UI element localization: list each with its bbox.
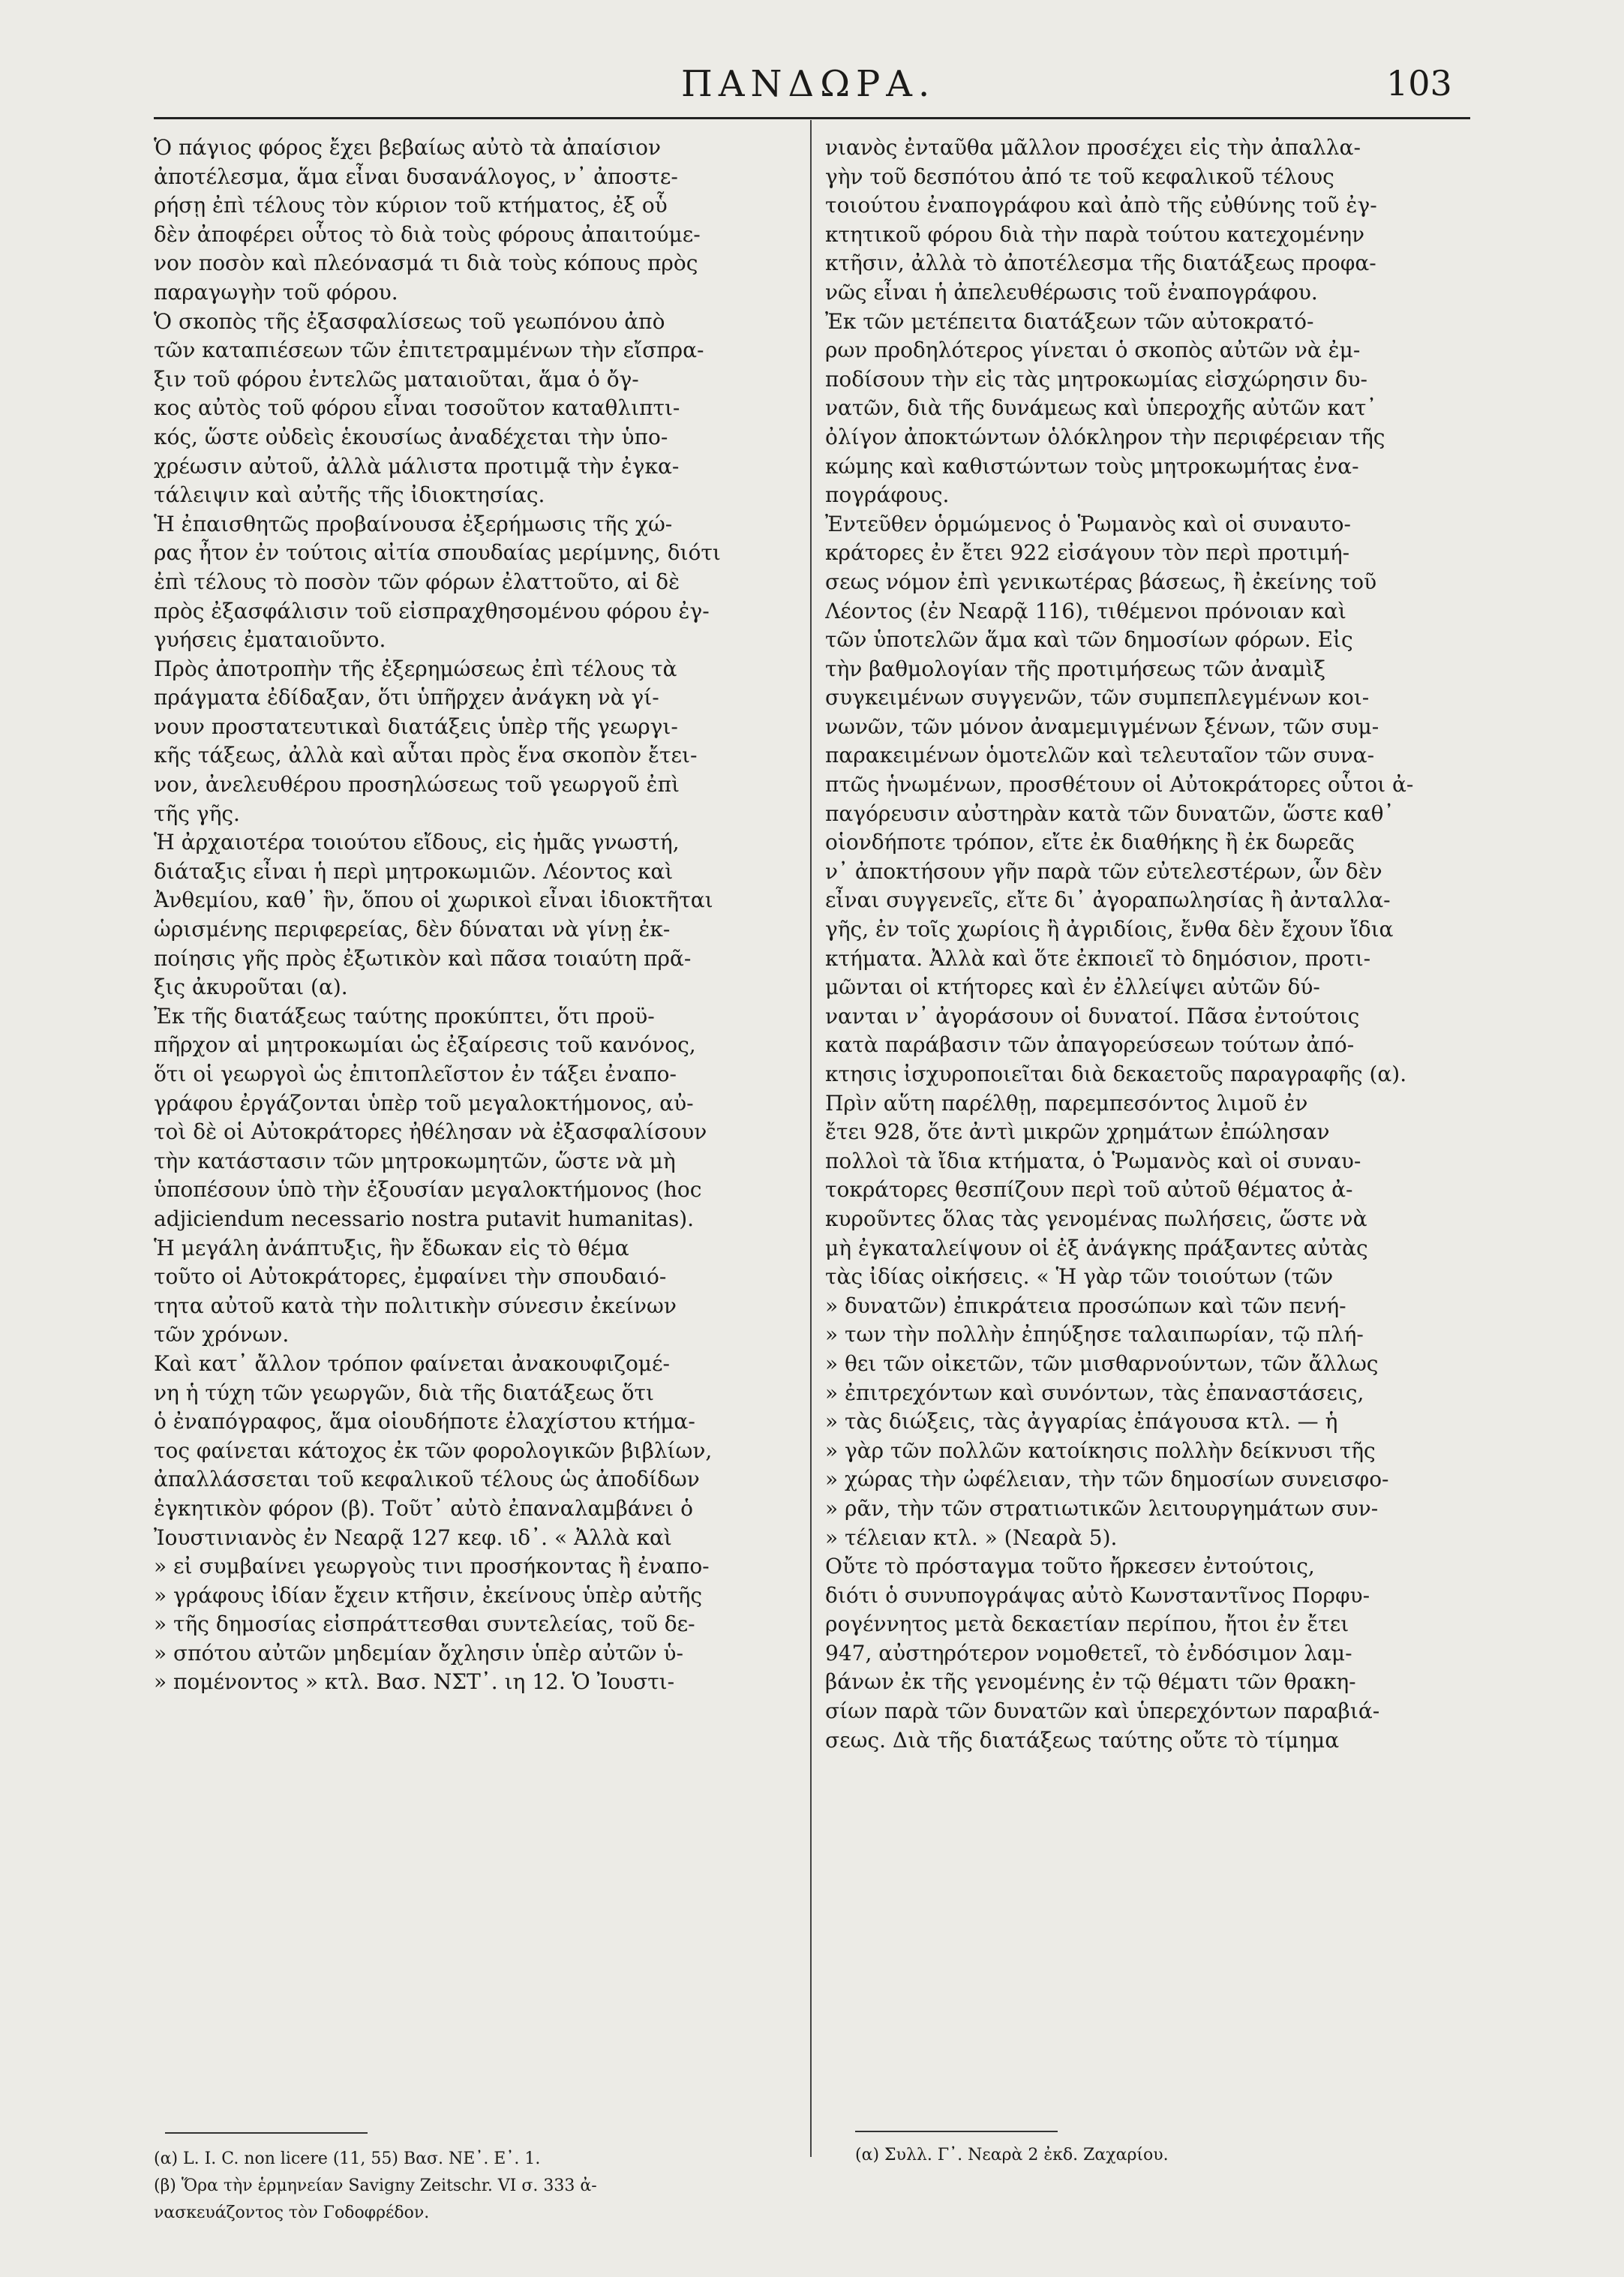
- text-line: τῶν χρόνων.: [154, 1322, 290, 1347]
- footnote-line: νασκευάζοντος τὸν Γοδοφρέδον.: [154, 2203, 430, 2222]
- text-line: κτῆσιν, ἀλλὰ τὸ ἀποτέλεσμα τῆς διατάξεως προφα-: [825, 251, 1376, 276]
- text-line: Καὶ κατ᾽ ἄλλον τρόπον φαίνεται ἀνακουφιζομέ-: [154, 1350, 670, 1376]
- text-line: νωνῶν, τῶν μόνον ἀναμεμιγμένων ξένων, τῶν συμ-: [825, 713, 1379, 739]
- text-line: ἐγκητικὸν φόρον (β). Τοῦτ᾽ αὐτὸ ἐπαναλαμβάνει ὁ: [154, 1495, 693, 1521]
- text-line: Ἐκ τῆς διατάξεως ταύτης προκύπτει, ὅτι προϋ-: [154, 1003, 655, 1029]
- text-line: πτῶς ἡνωμένων, προσθέτουν οἱ Αὐτοκράτορες οὗτοι ἀ-: [825, 772, 1414, 798]
- text-line: ἔτει 928, ὅτε ἀντὶ μικρῶν χρημάτων ἐπώλησαν: [825, 1119, 1330, 1145]
- text-line: τὴν κατάστασιν τῶν μητροκωμητῶν, ὥστε νὰ μὴ: [154, 1148, 676, 1173]
- text-line: τητα αὐτοῦ κατὰ τὴν πολιτικὴν σύνεσιν ἐκείνων: [154, 1293, 677, 1318]
- text-line: πρὸς ἐξασφάλισιν τοῦ εἰσπραχθησομένου φόρου ἐγ-: [154, 598, 710, 623]
- text-line: τῆς γῆς.: [154, 801, 240, 826]
- text-line: κτήματα. Ἀλλὰ καὶ ὅτε ἐκποιεῖ τὸ δημόσιον, προτι-: [825, 945, 1371, 971]
- text-line: παραγωγὴν τοῦ φόρου.: [154, 279, 398, 305]
- text-line: μὴ ἐγκαταλείψουν οἱ ἐξ ἀνάγκης πράξαντες αὐτὰς: [825, 1235, 1368, 1260]
- running-head: [0, 63, 1624, 116]
- text-line: κώμης καὶ καθιστώντων τοὺς μητροκωμήτας ἐνα-: [825, 453, 1359, 479]
- text-line: δὲν ἀποφέρει οὗτος τὸ διὰ τοὺς φόρους ἀπαιτούμε-: [154, 221, 701, 247]
- text-line: τοὶ δὲ οἱ Αὐτοκράτορες ἠθέλησαν νὰ ἐξασφαλίσουν: [154, 1119, 707, 1145]
- text-line: ἀποτέλεσμα, ἅμα εἶναι δυσανάλογος, ν᾽ ἀποστε-: [154, 164, 678, 189]
- text-line: γὴν τοῦ δεσπότου ἀπό τε τοῦ κεφαλικοῦ τέλους: [825, 164, 1334, 189]
- text-line: ν᾽ ἀποκτήσουν γῆν παρὰ τῶν εὐτελεστέρων, ὧν δὲν: [825, 858, 1382, 884]
- text-line: » γὰρ τῶν πολλῶν κατοίκησις πολλὴν δείκνυσι τῆς: [825, 1437, 1376, 1463]
- text-line: ξις ἀκυροῦται (α).: [154, 975, 348, 1000]
- text-line: » γράφους ἰδίαν ἔχειν κτῆσιν, ἐκείνους ὑπὲρ αὐτῆς: [154, 1582, 703, 1608]
- text-line: » τῆς δημοσίας εἰσπράττεσθαι συντελείας, τοῦ δε-: [154, 1612, 695, 1637]
- footnote-rule-left: [165, 2132, 368, 2134]
- text-line: γῆς, ἐν τοῖς χωρίοις ἢ ἀγριδίοις, ἔνθα δὲν ἔχουν ἴδια: [825, 917, 1394, 942]
- text-line: ὑποπέσουν ὑπὸ τὴν ἐξουσίαν μεγαλοκτήμονος (hoc: [154, 1177, 702, 1203]
- text-line: ρας ἦτον ἐν τούτοις αἰτία σπουδαίας μερίμνης, διότι: [154, 540, 721, 566]
- text-line: συγκειμένων συγγενῶν, τῶν συμπεπλεγμένων κοι-: [825, 685, 1370, 710]
- text-line: τὰς ἰδίας οἰκήσεις. « Ἡ γὰρ τῶν τοιούτων (τῶν: [825, 1264, 1334, 1290]
- text-line: βάνων ἐκ τῆς γενομένης ἐν τῷ θέματι τῶν θρακη-: [825, 1669, 1356, 1695]
- text-line: Πρὸς ἀποτροπὴν τῆς ἐξερημώσεως ἐπὶ τέλους τὰ: [154, 656, 677, 681]
- text-line: κῆς τάξεως, ἀλλὰ καὶ αὗται πρὸς ἕνα σκοπὸν ἔτει-: [154, 743, 698, 768]
- text-line: πολλοὶ τὰ ἴδια κτήματα, ὁ Ῥωμανὸς καὶ οἱ συναυ-: [825, 1148, 1361, 1173]
- column-divider: [810, 120, 812, 2157]
- text-line: τοκράτορες θεσπίζουν περὶ τοῦ αὐτοῦ θέματος ἀ-: [825, 1177, 1353, 1203]
- text-line: » θει τῶν οἰκετῶν, τῶν μισθαρνούντων, τῶν ἄλλως: [825, 1350, 1379, 1376]
- text-line: νουν προστατευτικαὶ διατάξεις ὑπὲρ τῆς γεωργι-: [154, 713, 678, 739]
- text-line: » σπότου αὐτῶν μηδεμίαν ὄχλησιν ὑπὲρ αὐτῶν ὑ-: [154, 1640, 684, 1666]
- text-line: νῶς εἶναι ἡ ἀπελευθέρωσις τοῦ ἐναπογράφου.: [825, 279, 1318, 305]
- text-line: Ὁ πάγιος φόρος ἔχει βεβαίως αὐτὸ τὰ ἀπαίσιον: [154, 135, 661, 160]
- text-line: πράγματα ἐδίδαξαν, ὅτι ὑπῆρχεν ἀνάγκη νὰ γί-: [154, 685, 659, 710]
- text-line: τος φαίνεται κάτοχος ἐκ τῶν φορολογικῶν βιβλίων,: [154, 1437, 713, 1463]
- header-rule: [154, 117, 1470, 119]
- text-line: ξιν τοῦ φόρου ἐντελῶς ματαιοῦται, ἅμα ὁ ὄγ-: [154, 366, 639, 392]
- text-line: Ἰουστινιανὸς ἐν Νεαρᾷ 127 κεφ. ιδ᾽. « Ἀλλὰ καὶ: [154, 1525, 672, 1550]
- footnote-rule-right: [855, 2131, 1058, 2132]
- text-line: νατῶν, διὰ τῆς δυνάμεως καὶ ὑπεροχῆς αὐτῶν κατ᾽: [825, 395, 1377, 421]
- text-line: » τὰς διώξεις, τὰς ἀγγαρίας ἐπάγουσα κτλ. — ἡ: [825, 1409, 1338, 1434]
- text-line: » δυνατῶν) ἐπικράτεια προσώπων καὶ τῶν πενή-: [825, 1293, 1346, 1318]
- text-line: ὁ ἐναπόγραφος, ἅμα οἱουδήποτε ἐλαχίστου κτήμα-: [154, 1409, 695, 1434]
- text-line: πῆρχον αἱ μητροκωμίαι ὡς ἐξαίρεσις τοῦ κανόνος,: [154, 1032, 696, 1058]
- text-line: » τέλειαν κτλ. » (Νεαρὰ 5).: [825, 1525, 1118, 1550]
- text-line: κράτορες ἐν ἔτει 922 εἰσάγουν τὸν περὶ προτιμή-: [825, 540, 1350, 566]
- page-number: 103: [1386, 63, 1452, 104]
- text-line: νη ἡ τύχη τῶν γεωργῶν, διὰ τῆς διατάξεως ὅτι: [154, 1380, 654, 1405]
- text-line: ὡρισμένης περιφερείας, δὲν δύναται νὰ γίνῃ ἐκ-: [154, 917, 671, 942]
- text-line: τοιούτου ἐναπογράφου καὶ ἀπὸ τῆς εὐθύνης τοῦ ἐγ-: [825, 193, 1377, 218]
- text-line: » πομένοντος » κτλ. Βασ. ΝΣΤ᾽. ιη 12. Ὁ Ἰουστι-: [154, 1669, 675, 1695]
- text-line: κτησις ἰσχυροποιεῖται διὰ δεκαετοῦς παραγραφῆς (α).: [825, 1062, 1407, 1086]
- text-line: ὀλίγον ἀποκτώντων ὁλόκληρον τὴν περιφέρειαν τῆς: [825, 424, 1385, 449]
- text-line: κος αὐτὸς τοῦ φόρου εἶναι τοσοῦτον καταθλιπτι-: [154, 395, 680, 421]
- text-line: τὴν βαθμολογίαν τῆς προτιμήσεως τῶν ἀναμὶξ: [825, 656, 1326, 681]
- text-line: εἶναι συγγενεῖς, εἴτε δι᾽ ἀγοραπωλησίας ἢ ἀνταλλα-: [825, 888, 1391, 913]
- text-line: τῶν ὑποτελῶν ἅμα καὶ τῶν δημοσίων φόρων. Εἰς: [825, 627, 1353, 653]
- text-line: παγόρευσιν αὐστηρὰν κατὰ τῶν δυνατῶν, ὥστε καθ᾽: [825, 801, 1394, 826]
- text-line: » εἰ συμβαίνει γεωργοὺς τινι προσήκοντας ἢ ἐναπο-: [154, 1554, 710, 1579]
- text-line: νανται ν᾽ ἀγοράσουν οἱ δυνατοί. Πᾶσα ἐντούτοις: [825, 1003, 1360, 1029]
- text-line: Ὁ σκοπὸς τῆς ἐξασφαλίσεως τοῦ γεωπόνου ἀπὸ: [154, 308, 665, 334]
- text-line: Ἡ ἀρχαιοτέρα τοιούτου εἴδους, εἰς ἡμᾶς γνωστή,: [154, 830, 680, 855]
- text-line: κυροῦντες ὅλας τὰς γενομένας πωλήσεις, ὥστε νὰ: [825, 1206, 1367, 1231]
- text-line: σίων παρὰ τῶν δυνατῶν καὶ ὑπερεχόντων παραβιά-: [825, 1699, 1380, 1724]
- text-line: » των τὴν πολλὴν ἐπηύξησε ταλαιπωρίαν, τῷ πλή-: [825, 1322, 1364, 1347]
- text-line: τάλειψιν καὶ αὐτῆς τῆς ἰδιοκτησίας.: [154, 482, 545, 508]
- right-column: [825, 134, 1466, 1755]
- text-line: ποδίσουν τὴν εἰς τὰς μητροκωμίας εἰσχώρησιν δυ-: [825, 366, 1368, 392]
- text-line: ρων προδηλότερος γίνεται ὁ σκοπὸς αὐτῶν νὰ ἐμ-: [825, 338, 1361, 363]
- text-line: διότι ὁ συνυπογράψας αὐτὸ Κωνσταντῖνος Πορφυ-: [825, 1582, 1370, 1608]
- text-line: Ἡ μεγάλη ἀνάπτυξις, ἣν ἔδωκαν εἰς τὸ θέμα: [154, 1235, 629, 1260]
- text-line: ἀπαλλάσσεται τοῦ κεφαλικοῦ τέλους ὡς ἀποδίδων: [154, 1467, 700, 1492]
- text-line: παρακειμένων ὁμοτελῶν καὶ τελευταῖον τῶν συνα-: [825, 743, 1375, 768]
- text-line: adjiciendum necessario nostra putavit humanitas).: [154, 1206, 695, 1231]
- text-line: κός, ὥστε οὐδεὶς ἑκουσίως ἀναδέχεται τὴν ὑπο-: [154, 424, 668, 449]
- text-line: ρήσῃ ἐπὶ τέλους τὸν κύριον τοῦ κτήματος, ἐξ οὗ: [154, 193, 668, 218]
- text-line: Ἐκ τῶν μετέπειτα διατάξεων τῶν αὐτοκρατό-: [825, 308, 1314, 334]
- running-title: ΠΑΝΔΩΡΑ.: [681, 63, 936, 105]
- text-line: » χώρας τὴν ὠφέλειαν, τὴν τῶν δημοσίων συνεισφο-: [825, 1467, 1389, 1492]
- text-line: πογράφους.: [825, 482, 950, 508]
- text-line: » ρᾶν, τὴν τῶν στρατιωτικῶν λειτουργημάτων συν-: [825, 1495, 1379, 1521]
- text-line: Ἐντεῦθεν ὁρμώμενος ὁ Ῥωμανὸς καὶ οἱ συναυτο-: [825, 511, 1351, 536]
- text-line: ρογέννητος μετὰ δεκαετίαν περίπου, ἤτοι ἐν ἔτει: [825, 1612, 1349, 1637]
- text-line: οἱονδήποτε τρόπον, εἴτε ἐκ διαθήκης ἢ ἐκ δωρεᾶς: [825, 830, 1355, 855]
- text-line: Ἡ ἐπαισθητῶς προβαίνουσα ἐξερήμωσις τῆς χώ-: [154, 511, 673, 536]
- text-line: νον ποσὸν καὶ πλεόνασμά τι διὰ τοὺς κόπους πρὸς: [154, 251, 698, 276]
- text-line: Ἀνθεμίου, καθ᾽ ἣν, ὅπου οἱ χωρικοὶ εἶναι ἰδιοκτῆται: [154, 888, 713, 913]
- text-line: σεως νόμον ἐπὶ γενικωτέρας βάσεως, ἢ ἐκείνης τοῦ: [825, 569, 1377, 594]
- text-line: γυήσεις ἐματαιοῦντο.: [154, 627, 386, 653]
- footnote-line: (β) Ὅρα τὴν ἑρμηνείαν Savigny Zeitschr. VI σ. 333 ἀ-: [154, 2176, 597, 2195]
- footnote-line: (α) L. I. C. non licere (11, 55) Βασ. ΝΕ᾽. Ε᾽. 1.: [154, 2149, 541, 2168]
- text-line: μῶνται οἱ κτήτορες καὶ ἐν ἐλλείψει αὐτῶν δύ-: [825, 975, 1320, 1000]
- text-line: γράφου ἐργάζονται ὑπὲρ τοῦ μεγαλοκτήμονος, αὐ-: [154, 1090, 694, 1116]
- text-line: διάταξις εἶναι ἡ περὶ μητροκωμιῶν. Λέοντος καὶ: [154, 858, 674, 884]
- text-line: νιανὸς ἐνταῦθα μᾶλλον προσέχει εἰς τὴν ἀπαλλα-: [825, 135, 1361, 160]
- text-line: ἐπὶ τέλους τὸ ποσὸν τῶν φόρων ἐλαττοῦτο, αἱ δὲ: [154, 569, 680, 594]
- footnote-line: (α) Συλλ. Γ᾽. Νεαρὰ 2 ἐκδ. Ζαχαρίου.: [855, 2146, 1169, 2164]
- text-line: ὅτι οἱ γεωργοὶ ὡς ἐπιτοπλεῖστον ἐν τάξει ἐναπο-: [154, 1062, 677, 1086]
- footnotes-right: [855, 2142, 1470, 2169]
- text-line: κτητικοῦ φόρου διὰ τὴν παρὰ τούτου κατεχομένην: [825, 221, 1365, 247]
- text-line: χρέωσιν αὐτοῦ, ἀλλὰ μάλιστα προτιμᾷ τὴν ἐγκα-: [154, 453, 680, 479]
- left-column: [154, 134, 795, 1697]
- text-line: ποίησις γῆς πρὸς ἐξωτικὸν καὶ πᾶσα τοιαύτη πρᾶ-: [154, 945, 692, 971]
- text-line: τοῦτο οἱ Αὐτοκράτορες, ἐμφαίνει τὴν σπουδαιό-: [154, 1264, 667, 1290]
- text-line: τῶν καταπιέσεων τῶν ἐπιτετραμμένων τὴν εἴσπρα-: [154, 338, 704, 363]
- text-line: κατὰ παράβασιν τῶν ἀπαγορεύσεων τούτων ἀπό-: [825, 1032, 1355, 1058]
- text-line: 947, αὐστηρότερον νομοθετεῖ, τὸ ἐνδόσιμον λαμ-: [825, 1640, 1352, 1666]
- text-line: νον, ἀνελευθέρου προσηλώσεως τοῦ γεωργοῦ ἐπὶ: [154, 772, 680, 798]
- footnotes-left: [154, 2146, 799, 2227]
- text-line: » ἐπιτρεχόντων καὶ συνόντων, τὰς ἐπαναστάσεις,: [825, 1380, 1364, 1405]
- text-line: Λέοντος (ἐν Νεαρᾷ 116), τιθέμενοι πρόνοιαν καὶ: [825, 598, 1346, 623]
- text-line: σεως. Διὰ τῆς διατάξεως ταύτης οὔτε τὸ τίμημα: [825, 1727, 1340, 1753]
- text-line: Οὔτε τὸ πρόσταγμα τοῦτο ἤρκεσεν ἐντούτοις,: [825, 1554, 1315, 1579]
- text-line: Πρὶν αὕτη παρέλθῃ, παρεμπεσόντος λιμοῦ ἐν: [825, 1090, 1308, 1116]
